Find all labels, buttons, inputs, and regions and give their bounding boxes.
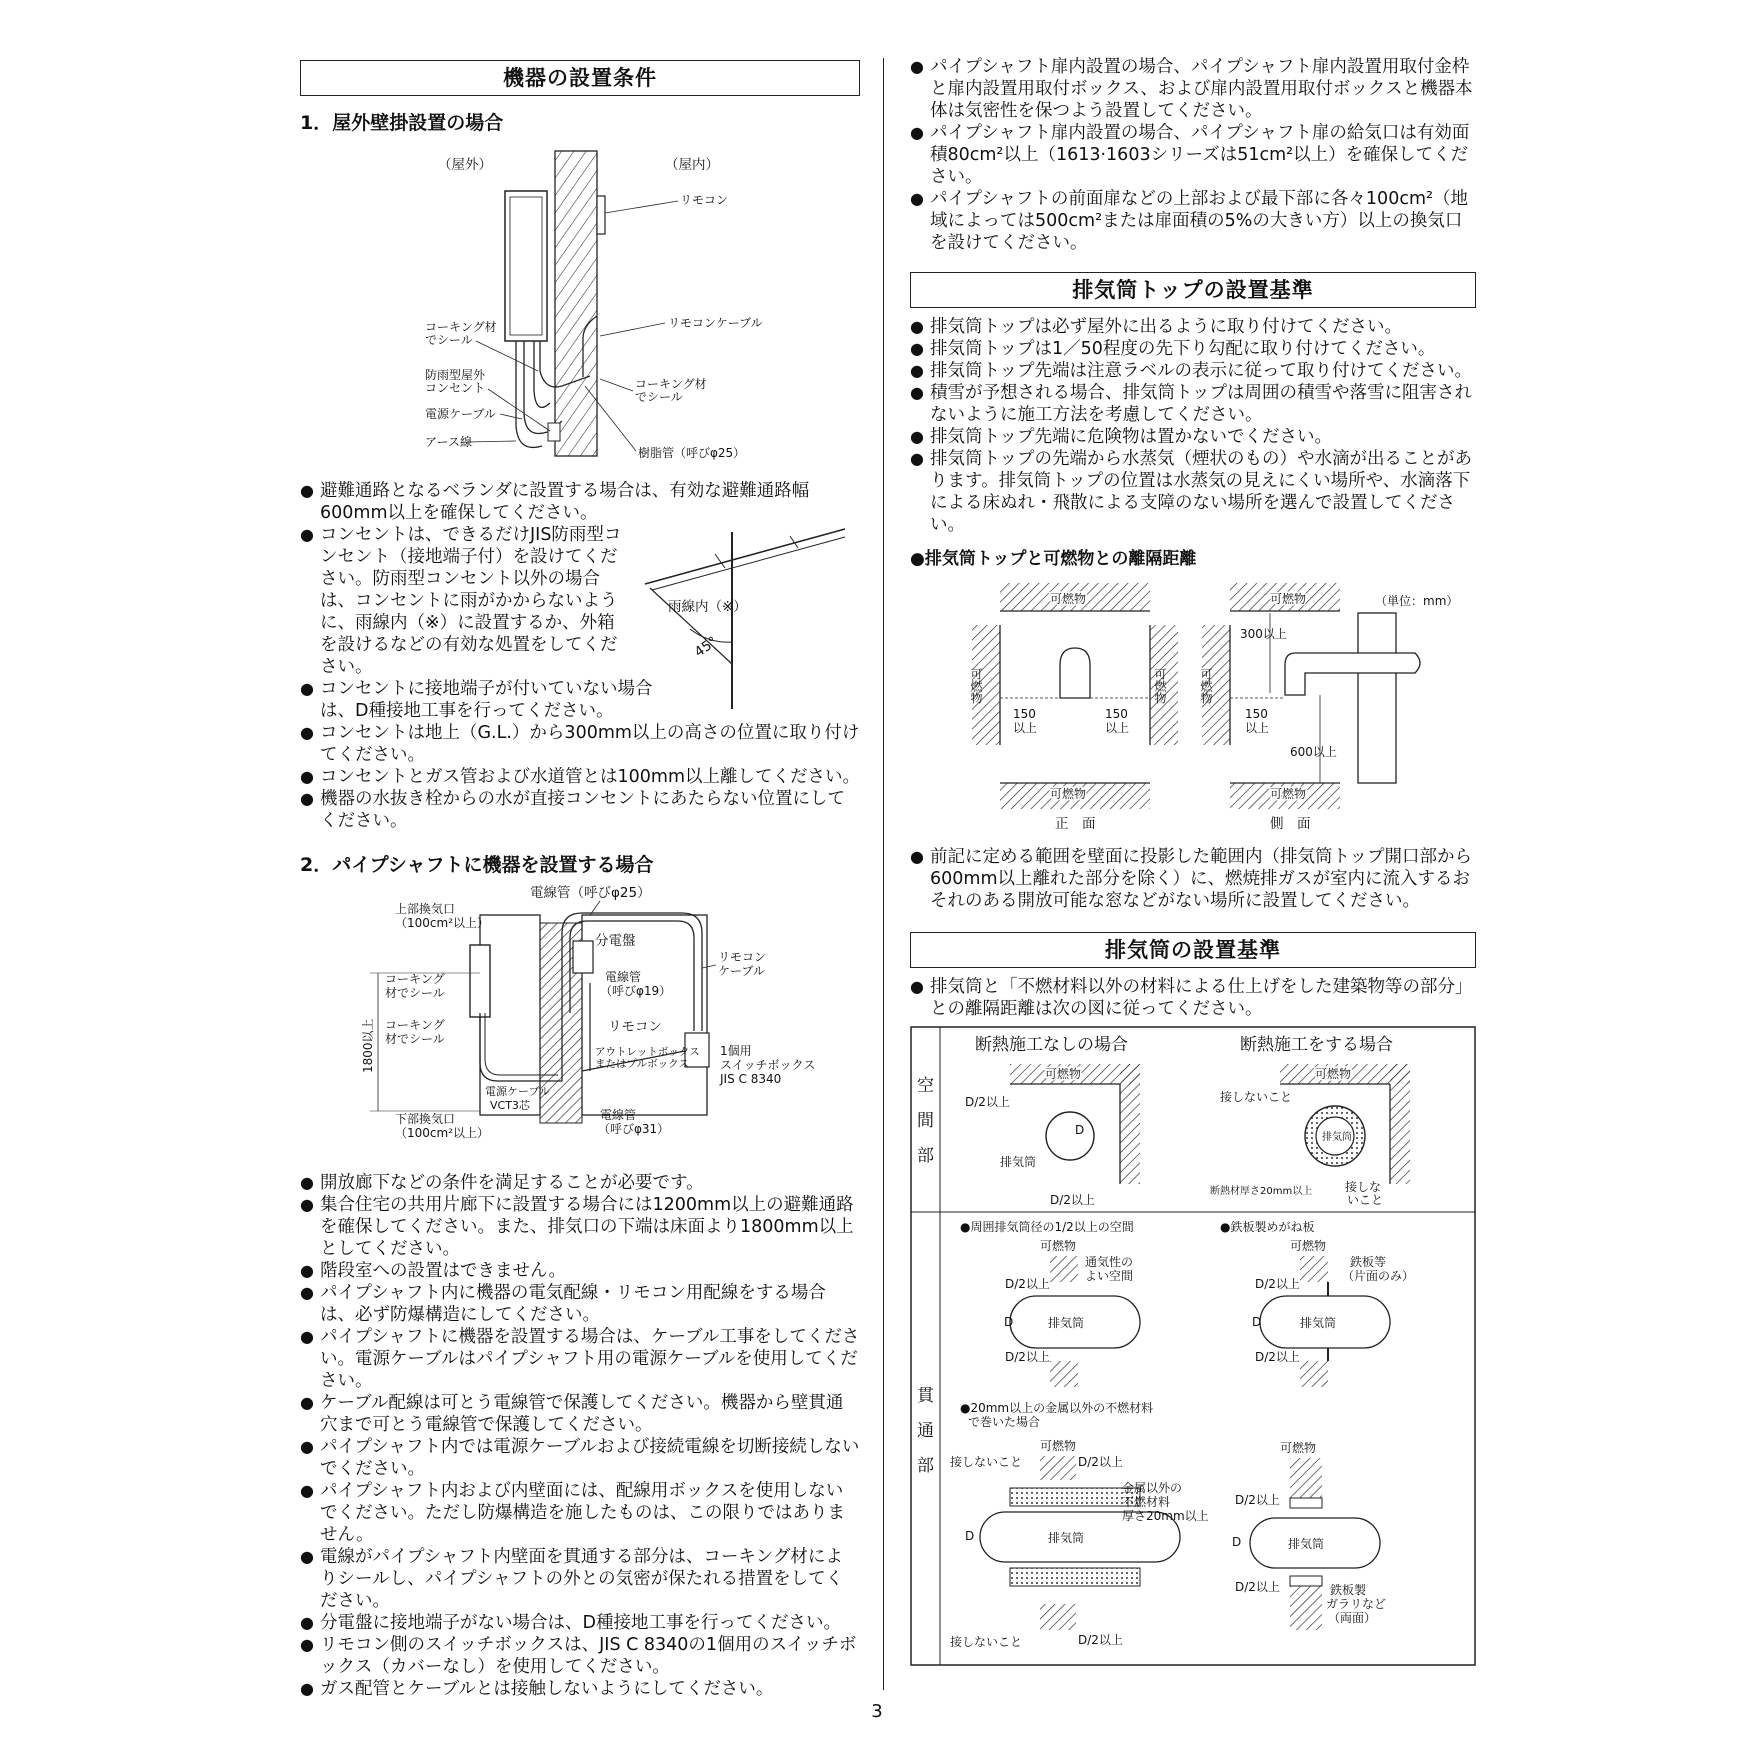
label-d-c: D <box>1004 1315 1014 1329</box>
label-power-cable: 電源ケーブル <box>425 407 496 421</box>
label-combustible: 可燃物 <box>1290 1239 1327 1253</box>
label-upper-vent-a: 上部換気口 <box>395 902 456 916</box>
row-label-through-3: 部 <box>917 1456 934 1476</box>
caption-steel-plate: ●鉄板製めがね板 <box>1220 1220 1315 1234</box>
label-power-cable-a: 電源ケーブル <box>485 1085 551 1098</box>
label-insul-thickness: 断熱材厚さ20mm以上 <box>1210 1186 1313 1197</box>
label-outlet-a: 防雨型屋外 <box>425 368 486 382</box>
caption-space-half: ●周囲排気筒径の1/2以上の空間 <box>960 1220 1134 1234</box>
label-switch-b: スイッチボックス <box>720 1058 816 1072</box>
row-label-space-1: 空 <box>917 1076 934 1096</box>
label-d: D <box>1075 1123 1085 1137</box>
label-ijou-b: 以上 <box>1105 721 1130 735</box>
label-d2-g: D/2以上 <box>1078 1455 1123 1469</box>
bullet-item: ● 分電盤に接地端子がない場合は、D種接地工事を行ってください。 <box>300 1612 860 1634</box>
flue-pipe-circle <box>1046 1112 1094 1160</box>
subsection-outdoor-wall: 1．屋外壁掛設置の場合 <box>300 112 504 134</box>
bullet-item: ● 電線がパイプシャフト内壁面を貫通する部分は、コーキング材によりシールし、パイプシャフトの外との気密が保たれる措置をしてください。 <box>300 1546 860 1612</box>
wall <box>555 151 597 456</box>
section-heading-installation: 機器の設置条件 <box>300 60 860 96</box>
label-outlet-b: コンセント <box>425 381 486 395</box>
label-outlet-box-b: またはプルボックス <box>595 1058 689 1070</box>
label-front-view: 正 面 <box>1055 816 1096 832</box>
label-conduit31-b: （呼びφ31） <box>598 1122 670 1136</box>
bullet-item: ● パイプシャフトの前面扉などの上部および最下部に各々100cm²（地域によっては500cm²または扉面積の5%の大きい方）以上の換気口を設けてください。 <box>910 188 1476 254</box>
bullet-item: ● 排気筒トップ先端に危険物は置かないでください。 <box>910 426 1476 448</box>
label-combustible-right-front: 可燃物 <box>1153 668 1167 704</box>
figure-pipe-shaft <box>300 883 860 1168</box>
label-steel-a: 鉄板等 <box>1350 1255 1387 1269</box>
label-conduit31-a: 電線管 <box>600 1108 637 1122</box>
label-combustible-top-side: 可燃物 <box>1270 592 1307 606</box>
label-combustible: 可燃物 <box>1045 1067 1082 1081</box>
label-ijou-c: 以上 <box>1245 721 1270 735</box>
figure-outdoor-wall <box>300 141 860 466</box>
water-heater-unit <box>470 945 490 1017</box>
label-pipe-d: 排気筒 <box>1300 1316 1337 1330</box>
label-remote-cable-b: ケーブル <box>718 964 765 978</box>
label-caulk-a2: 材でシール <box>385 986 445 1000</box>
label-pipe-c: 排気筒 <box>1048 1316 1085 1330</box>
figure-clearance <box>910 573 1476 838</box>
label-lower-vent-b: （100cm²以上） <box>395 1126 490 1140</box>
caption-nonmetal-a: ●20mm以上の金属以外の不燃材料 <box>960 1401 1154 1415</box>
label-caulk-1b: でシール <box>425 333 473 347</box>
label-switch-c: JIS C 8340 <box>720 1072 782 1086</box>
label-d-f: D <box>1232 1535 1242 1549</box>
label-caulk-a1: コーキング <box>385 972 445 986</box>
label-ijou-a: 以上 <box>1013 721 1038 735</box>
figure-flue-clearance-table <box>910 1026 1476 1668</box>
label-lower-vent-a: 下部換気口 <box>395 1112 456 1126</box>
label-no-contact-b2: いこと <box>1347 1193 1384 1207</box>
label-d2-h: D/2以上 <box>1078 1633 1123 1647</box>
label-300: 300以上 <box>1240 627 1287 641</box>
label-600: 600以上 <box>1290 745 1337 759</box>
label-d2-b: D/2以上 <box>1050 1193 1095 1207</box>
label-ventilated-a: 通気性の <box>1085 1255 1134 1269</box>
bullet-item: ● 開放廊下などの条件を満足することが必要です。 <box>300 1172 860 1194</box>
label-nonmetal-a: 金属以外の <box>1122 1481 1183 1495</box>
subsection-pipe-shaft: 2．パイプシャフトに機器を設置する場合 <box>300 854 654 876</box>
label-d-d: D <box>1252 1315 1262 1329</box>
label-outlet-box-a: アウトレットボックス <box>595 1046 700 1058</box>
row-label-space-3: 部 <box>917 1146 934 1166</box>
label-remote-cable-a: リモコン <box>718 950 767 964</box>
label-earth: アース線 <box>425 435 473 449</box>
label-combustible-left-side: 可燃物 <box>1199 668 1213 704</box>
label-pipe-e: 排気筒 <box>1048 1531 1085 1545</box>
bullet-item: ● コンセントに接地端子が付いていない場合は、D種接地工事を行ってください。 <box>300 678 680 722</box>
bullet-item: ● パイプシャフト扉内設置の場合、パイプシャフト扉の給気口は有効面積80cm²以上（1613·1603シリーズは51cm²以上）を確保してください。 <box>910 122 1476 188</box>
label-conduit19-b: （呼びφ19） <box>600 984 672 998</box>
label-d2-c: D/2以上 <box>1005 1277 1050 1291</box>
label-caulk-b2: 材でシール <box>385 1032 445 1046</box>
label-150-c: 150 <box>1245 707 1268 721</box>
bullet-item: ● 積雪が予想される場合、排気筒トップは周囲の積雪や落雪に阻害されないように施工方法を考慮してください。 <box>910 382 1476 426</box>
label-combustible-bottom-side: 可燃物 <box>1270 787 1307 801</box>
column-divider <box>883 58 884 1690</box>
col-header-insulation: 断熱施工をする場合 <box>1240 1035 1393 1055</box>
label-remote: リモコン <box>608 1019 662 1035</box>
label-indoor: （屋内） <box>665 157 719 173</box>
bullet-item: ● ガス配管とケーブルとは接触しないようにしてください。 <box>300 1678 860 1700</box>
label-conduit-top: 電線管（呼びφ25） <box>530 885 651 901</box>
bullet-list-flue <box>910 976 1476 1020</box>
col-header-no-insulation: 断熱施工なしの場合 <box>975 1035 1128 1055</box>
bullet-item: ● コンセントとガス管および水道管とは100mm以上離してください。 <box>300 766 860 788</box>
bullet-item: ● 排気筒トップは必ず屋外に出るように取り付けてください。 <box>910 316 1476 338</box>
bullet-list-pipe-shaft <box>300 1172 860 1700</box>
label-no-contact-c: 接しないこと <box>950 1455 1023 1469</box>
subsection-clearance: ●排気筒トップと可燃物との離隔距離 <box>910 549 1197 569</box>
label-caulk-2b: でシール <box>635 390 683 404</box>
label-no-contact-a: 接しないこと <box>1220 1090 1293 1104</box>
caption-nonmetal-b: で巻いた場合 <box>968 1415 1041 1429</box>
label-combustible-top-front: 可燃物 <box>1050 592 1087 606</box>
label-d2-a: D/2以上 <box>965 1095 1010 1109</box>
section-heading-flue-top: 排気筒トップの設置基準 <box>910 272 1476 308</box>
bullet-item: ● コンセントは地上（G.L.）から300mm以上の高さの位置に取り付けてください。 <box>300 722 860 766</box>
row-label-through-1: 貫 <box>917 1386 934 1406</box>
label-combustible: 可燃物 <box>1040 1439 1077 1453</box>
label-angle: 45° <box>691 633 721 661</box>
bullet-item: ● 避難通路となるベランダに設置する場合は、有効な避難通路幅600mm以上を確保してください。 <box>300 480 860 524</box>
label-upper-vent-b: （100cm²以上） <box>395 916 490 930</box>
label-d2-j: D/2以上 <box>1235 1580 1280 1594</box>
bullet-item: ● 排気筒トップの先端から水蒸気（煙状のもの）や水滴が出ることがあります。排気筒トップの位置は水蒸気の見えにくい場所や、水滴落下による床ぬれ・飛散による支障のない場所を選んで設置してください。 <box>910 448 1476 536</box>
bullet-item: ● コンセントは、できるだけJIS防雨型コンセント（接地端子付）を設けてください。防雨型コンセント以外の場合は、コンセントに雨がかからないように、雨線内（※）に設置するか、外箱を設けるなどの有効な処置をしてください。 <box>300 524 628 678</box>
bullet-list-evacuation <box>300 480 860 524</box>
right-column <box>910 56 1476 1668</box>
bullet-list-window <box>910 846 1476 912</box>
row-label-through-2: 通 <box>917 1421 934 1441</box>
bullet-item: ● 機器の水抜き栓からの水が直接コンセントにあたらない位置にしてください。 <box>300 788 860 832</box>
remote-control <box>597 196 605 234</box>
label-no-contact-d: 接しないこと <box>950 1635 1023 1649</box>
label-pipe-a: 排気筒 <box>1000 1155 1037 1169</box>
label-caulk-1a: コーキング材 <box>425 320 497 334</box>
label-side-view: 側 面 <box>1270 816 1311 832</box>
water-heater-unit <box>505 191 547 341</box>
label-conduit19-a: 電線管 <box>605 970 642 984</box>
label-d2-i: D/2以上 <box>1235 1493 1280 1507</box>
bullet-item: ● パイプシャフト内および内壁面には、配線用ボックスを使用しないでください。ただし防爆構造を施したものは、この限りではありません。 <box>300 1480 860 1546</box>
bullet-list-outlet-position <box>300 722 860 832</box>
bullet-item: ● 排気筒と「不燃材料以外の材料による仕上げをした建築物等の部分」との離隔距離は次の図に従ってください。 <box>910 976 1476 1020</box>
row-label-space-2: 間 <box>917 1111 934 1131</box>
label-louver-a: 鉄板製 <box>1330 1583 1367 1597</box>
label-power-cable-b: VCT3芯 <box>490 1099 530 1112</box>
label-combustible-left-front: 可燃物 <box>969 668 983 704</box>
section-heading-flue: 排気筒の設置基準 <box>910 932 1476 968</box>
bullet-item: ● パイプシャフト内では電源ケーブルおよび接続電線を切断接続しないでください。 <box>300 1436 860 1480</box>
bullet-list-flue-top <box>910 316 1476 536</box>
label-louver-c: （両面） <box>1328 1611 1377 1625</box>
bullet-item: ● ケーブル配線は可とう電線管で保護してください。機器から壁貫通穴まで可とう電線管で保護してください。 <box>300 1392 860 1436</box>
bullet-item: ● 排気筒トップ先端は注意ラベルの表示に従って取り付けてください。 <box>910 360 1476 382</box>
label-ventilated-b: よい空間 <box>1085 1269 1134 1283</box>
label-switch-a: 1個用 <box>720 1044 752 1058</box>
label-nonmetal-c: 厚さ20mm以上 <box>1122 1509 1209 1523</box>
label-panel: 分電盤 <box>595 933 636 949</box>
bullet-item: ● パイプシャフト内に機器の電気配線・リモコン用配線をする場合は、必ず防爆構造にしてください。 <box>300 1282 860 1326</box>
label-resin-pipe: 樹脂管（呼びφ25） <box>638 446 746 460</box>
bullet-item: ● リモコン側のスイッチボックスは、JIS C 8340の1個用のスイッチボックス（カバーなし）を使用してください。 <box>300 1634 860 1678</box>
label-caulk-2a: コーキング材 <box>635 377 707 391</box>
label-rain-line: 雨線内（※） <box>668 599 747 615</box>
label-nonmetal-b: 不燃材料 <box>1122 1495 1171 1509</box>
label-remote: リモコン <box>680 193 729 207</box>
bullet-item: ● 階段室への設置はできません。 <box>300 1260 860 1282</box>
page-number: 3 <box>871 1701 883 1722</box>
label-combustible: 可燃物 <box>1040 1239 1077 1253</box>
label-steel-b: （片面のみ） <box>1342 1269 1415 1283</box>
label-pipe-f: 排気筒 <box>1288 1537 1325 1551</box>
label-outdoor: （屋外） <box>438 157 492 173</box>
label-caulk-b1: コーキング <box>385 1018 445 1032</box>
bullet-list-door-install <box>910 56 1476 254</box>
left-column <box>300 60 860 1700</box>
flue-top-side <box>1285 653 1420 695</box>
distribution-panel <box>573 941 593 973</box>
label-d-e: D <box>965 1529 975 1543</box>
label-combustible-bottom-front: 可燃物 <box>1050 787 1087 801</box>
label-d2-f: D/2以上 <box>1255 1350 1300 1364</box>
label-pipe-b: 排気筒 <box>1322 1132 1352 1143</box>
label-louver-b: ガラリなど <box>1326 1597 1387 1611</box>
bullet-item: ● パイプシャフトに機器を設置する場合は、ケーブル工事をしてください。電源ケーブルはパイプシャフト用の電源ケーブルを使用してください。 <box>300 1326 860 1392</box>
label-combustible: 可燃物 <box>1315 1067 1352 1081</box>
label-d2-d: D/2以上 <box>1005 1350 1050 1364</box>
label-no-contact-b1: 接しな <box>1345 1180 1382 1194</box>
bullet-item: ● 排気筒トップは1／50程度の先下り勾配に取り付けてください。 <box>910 338 1476 360</box>
label-unit: （単位：mm） <box>1375 594 1459 608</box>
label-150-a: 150 <box>1013 707 1036 721</box>
bullet-item: ● 集合住宅の共用片廊下に設置する場合には1200mm以上の避難通路を確保してください。また、排気口の下端は床面より1800mm以上としてください。 <box>300 1194 860 1260</box>
label-150-b: 150 <box>1105 707 1128 721</box>
bullet-item: ● パイプシャフト扉内設置の場合、パイプシャフト扉内設置用取付金枠と扉内設置用取付ボックス、および扉内設置用取付ボックスと機器本体は気密性を保つよう設置してください。 <box>910 56 1476 122</box>
label-combustible: 可燃物 <box>1280 1441 1317 1455</box>
bullet-item: ● 前記に定める範囲を壁面に投影した範囲内（排気筒トップ開口部から600mm以上離れた部分を除く）に、燃焼排ガスが室内に流入するおそれのある開放可能な窓などがない場所に設置してください。 <box>910 846 1476 912</box>
label-remote-cable: リモコンケーブル <box>668 316 763 330</box>
label-height: 1800以上 <box>361 1018 375 1073</box>
flue-top-front <box>1060 648 1090 698</box>
label-d2-e: D/2以上 <box>1255 1277 1300 1291</box>
